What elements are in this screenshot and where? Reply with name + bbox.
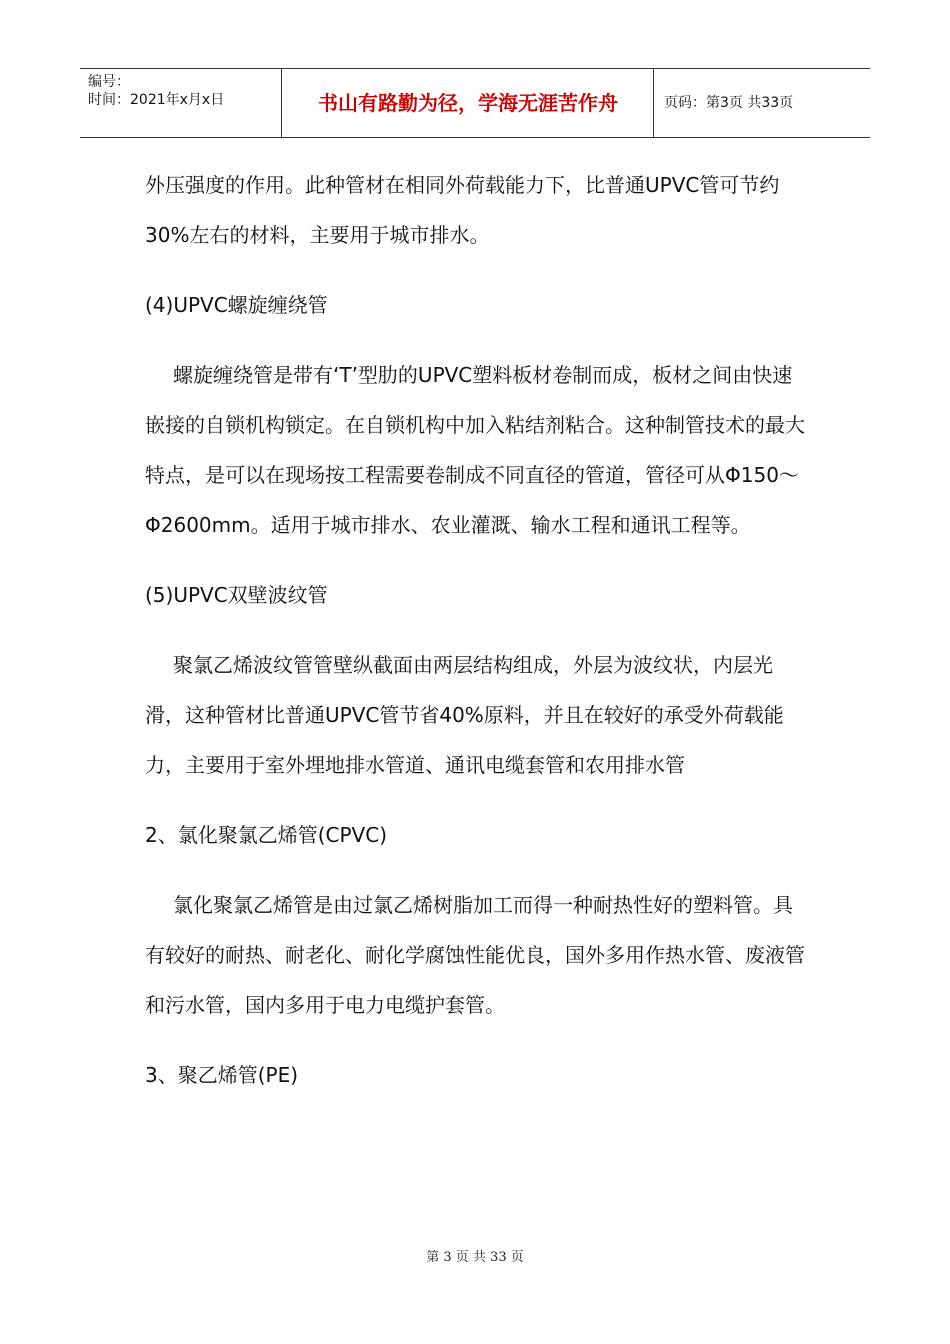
paragraph-cpvc: 氯化聚氯乙烯管是由过氯乙烯树脂加工而得一种耐热性好的塑料管。具有较好的耐热、耐老化、耐化学腐蚀性能优良，国外多用作热水管、废液管和污水管，国内多用于电力电缆护套管。 <box>145 893 805 1017</box>
page-header <box>80 68 870 138</box>
header-motto: 书山有路勤为径，学海无涯苦作舟 <box>283 69 654 137</box>
header-meta <box>80 69 282 137</box>
paragraph-continuation: 外压强度的作用。此种管材在相同外荷载能力下，比普通UPVC管可节约30%左右的材料，主要用于城市排水。 <box>145 173 780 247</box>
paragraph-corrugated-pipe: 聚氯乙烯波纹管管壁纵截面由两层结构组成，外层为波纹状，内层光滑，这种管材比普通UPVC管节省40%原料，并且在较好的承受外荷载能力，主要用于室外埋地排水管道、通讯电缆套管和农用排水管 <box>145 653 784 777</box>
document-body <box>145 160 810 1100</box>
header-page-info: 页码：第3页 共33页 <box>664 95 794 111</box>
heading-cpvc: 2、氯化聚氯乙烯管(CPVC) <box>145 823 388 847</box>
heading-pe: 3、聚乙烯管(PE) <box>145 1063 299 1087</box>
page-footer: 第 3 页 共 33 页 <box>426 1250 524 1265</box>
document-time-label: 时间：2021年x月x日 <box>88 92 225 108</box>
paragraph-spiral-pipe: 螺旋缠绕管是带有‘T’型肋的UPVC塑料板材卷制而成，板材之间由快速嵌接的自锁机构锁定。在自锁机构中加入粘结剂粘合。这种制管技术的最大特点，是可以在现场按工程需要卷制成不同直径的管道，管径可从Φ150～Φ2600mm。适用于城市排水、农业灌溉、输水工程和通讯工程等。 <box>145 363 805 537</box>
heading-upvc-double-wall: (5)UPVC双壁波纹管 <box>145 583 328 607</box>
heading-upvc-spiral: (4)UPVC螺旋缠绕管 <box>145 293 328 317</box>
document-number-label: 编号： <box>88 74 130 90</box>
